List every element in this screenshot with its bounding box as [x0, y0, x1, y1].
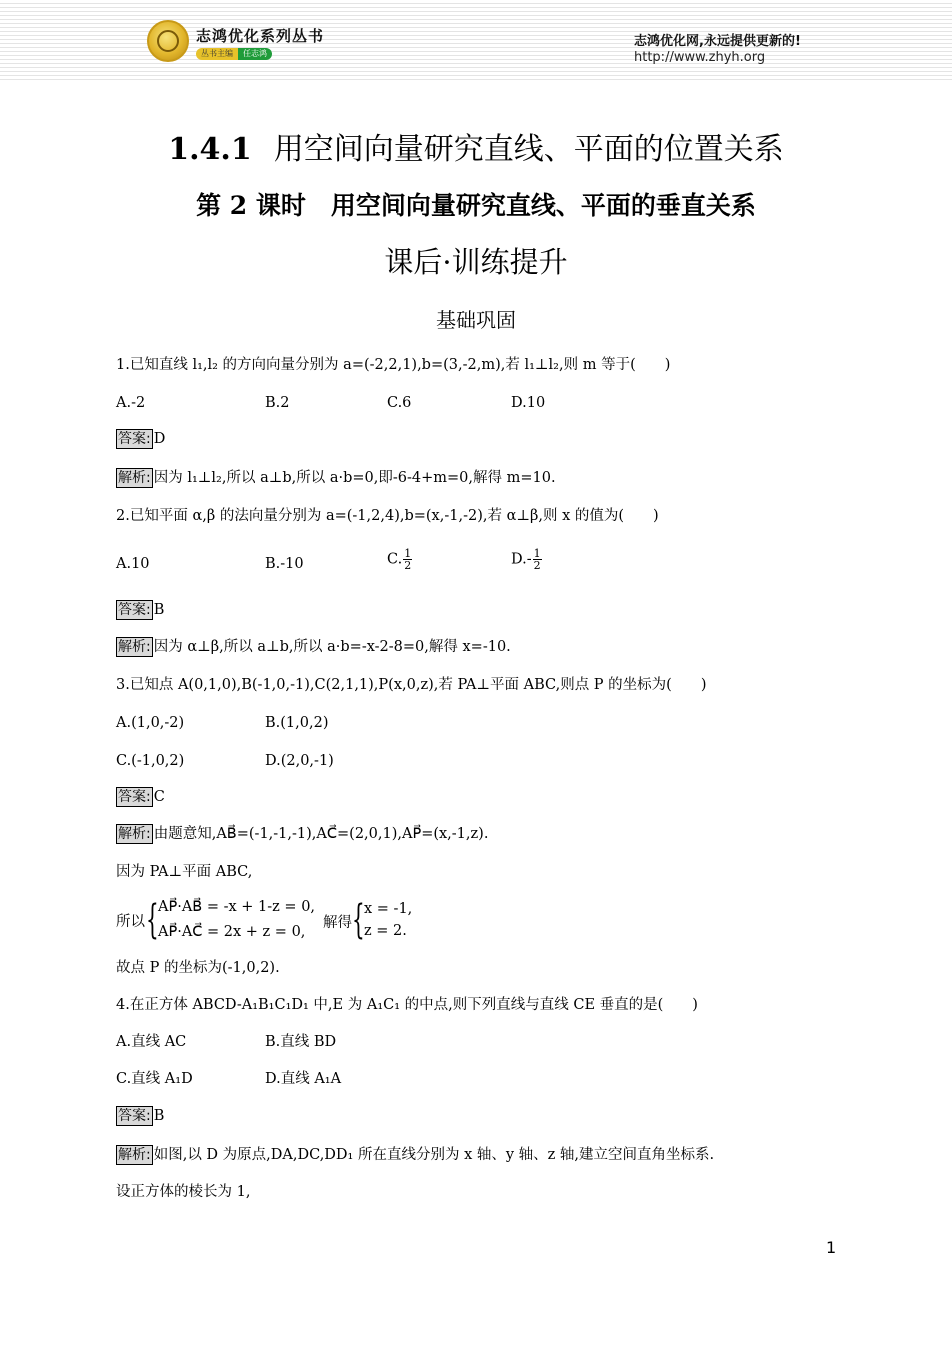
analysis-tag: 解析:: [118, 826, 151, 842]
q1-answer-value: D: [153, 431, 166, 447]
fraction: [403, 548, 412, 571]
section-title: [0, 124, 952, 168]
fraction-num: 1: [533, 547, 541, 560]
q3-analysis-line2: 因为 PA⊥平面 ABC,: [116, 864, 253, 880]
q2-option-d-prefix: D.-: [511, 551, 532, 568]
page-number: 1: [826, 1238, 837, 1257]
q2-option-d: [511, 548, 542, 571]
answer-tag: 答案:: [118, 431, 151, 447]
q2-answer-value: B: [153, 602, 165, 618]
q4-answer: [116, 1106, 164, 1126]
q4-option-b: B.直线 BD: [265, 1034, 337, 1050]
exercise-subtitle: 课后·训练提升: [384, 245, 568, 279]
q4-analysis: [116, 1145, 714, 1165]
answer-tag: 答案:: [118, 1108, 151, 1124]
section-title-text: 用空间向量研究直线、平面的位置关系: [273, 132, 784, 167]
q1-option-c: C.6: [387, 395, 412, 411]
analysis-tag: 解析:: [118, 1147, 151, 1163]
q2-option-b: B.-10: [265, 556, 304, 572]
q2-option-c: [387, 548, 412, 571]
publisher-logo-icon: [147, 20, 189, 62]
q3-answer-value: C: [153, 789, 165, 805]
q4-stem: 4.在正方体 ABCD-A₁B₁C₁D₁ 中,E 为 A₁C₁ 的中点,则下列直线与直线 CE 垂直的是( ): [116, 997, 698, 1013]
q3-analysis: [116, 824, 488, 844]
q3-equation-1: AP⃗·AB⃗ = -x + 1-z = 0,: [158, 899, 316, 915]
fraction-den: 2: [533, 559, 541, 572]
section-number: 1.4.1: [168, 132, 252, 167]
left-brace: {: [146, 897, 159, 943]
q3-so-label: 所以: [116, 914, 145, 930]
q1-stem: 1.已知直线 l₁,l₂ 的方向向量分别为 a=(-2,2,1),b=(3,-2,m),若 l₁⊥l₂,则 m 等于( ): [116, 357, 671, 373]
q3-option-b: B.(1,0,2): [265, 715, 329, 731]
q4-option-a: A.直线 AC: [116, 1034, 187, 1050]
analysis-tag: 解析:: [118, 639, 151, 655]
q1-option-b: B.2: [265, 395, 290, 411]
q1-analysis-text: 因为 l₁⊥l₂,所以 a⊥b,所以 a·b=0,即-6-4+m=0,解得 m=10.: [153, 470, 556, 486]
q3-option-d: D.(2,0,-1): [265, 753, 334, 769]
q2-option-a: A.10: [116, 556, 150, 572]
q2-analysis: [116, 637, 511, 657]
q3-solution-2: z = 2.: [364, 923, 407, 939]
fraction-num: 1: [404, 547, 412, 560]
q1-analysis: [116, 468, 556, 488]
q1-option-a: A.-2: [116, 395, 146, 411]
fraction: [533, 548, 542, 571]
q3-equation-2: AP⃗·AC⃗ = 2x + z = 0,: [158, 924, 306, 940]
fraction-den: 2: [404, 559, 412, 572]
q3-answer: [116, 787, 165, 807]
part-heading: 基础巩固: [436, 308, 516, 332]
q3-stem: 3.已知点 A(0,1,0),B(-1,0,-1),C(2,1,1),P(x,0,z),若 PA⊥平面 ABC,则点 P 的坐标为( ): [116, 677, 707, 693]
q3-conclusion: 故点 P 的坐标为(-1,0,2).: [116, 960, 280, 976]
q4-analysis-text: 如图,以 D 为原点,DA,DC,DD₁ 所在直线分别为 x 轴、y 轴、z 轴,建立空间直角坐标系.: [153, 1147, 715, 1163]
lesson-title: 第 2 课时 用空间向量研究直线、平面的垂直关系: [196, 191, 756, 220]
left-brace: {: [352, 897, 365, 943]
slogan: 志鸿优化网,永远提供更新的!: [634, 34, 801, 49]
answer-tag: 答案:: [118, 602, 151, 618]
q1-answer: [116, 429, 165, 449]
q3-option-a: A.(1,0,-2): [116, 715, 185, 731]
editor-name: 任志鸿: [238, 48, 272, 60]
q4-analysis-line2: 设正方体的棱长为 1,: [116, 1184, 251, 1200]
sub-label: 丛书主编: [196, 48, 238, 60]
answer-tag: 答案:: [118, 789, 151, 805]
q1-option-d: D.10: [511, 395, 546, 411]
q3-solve-label: 解得: [323, 915, 352, 931]
q4-answer-value: B: [153, 1108, 165, 1124]
q3-analysis-text: 由题意知,AB⃗=(-1,-1,-1),AC⃗=(2,0,1),AP⃗=(x,-1,z).: [153, 826, 489, 842]
q2-option-c-prefix: C.: [387, 551, 403, 568]
page-header: [0, 0, 952, 80]
site-url[interactable]: http://www.zhyh.org: [634, 50, 766, 65]
brand-subtitle: [196, 48, 272, 60]
q4-option-c: C.直线 A₁D: [116, 1071, 193, 1087]
q2-answer: [116, 600, 164, 620]
q2-analysis-text: 因为 α⊥β,所以 a⊥b,所以 a·b=-x-2-8=0,解得 x=-10.: [153, 639, 511, 655]
q4-option-d: D.直线 A₁A: [265, 1071, 342, 1087]
q3-solution-1: x = -1,: [364, 901, 413, 917]
brand-name: 志鸿优化系列丛书: [196, 27, 325, 45]
q3-option-c: C.(-1,0,2): [116, 753, 185, 769]
q2-stem: 2.已知平面 α,β 的法向量分别为 a=(-1,2,4),b=(x,-1,-2),若 α⊥β,则 x 的值为( ): [116, 508, 659, 524]
analysis-tag: 解析:: [118, 470, 151, 486]
